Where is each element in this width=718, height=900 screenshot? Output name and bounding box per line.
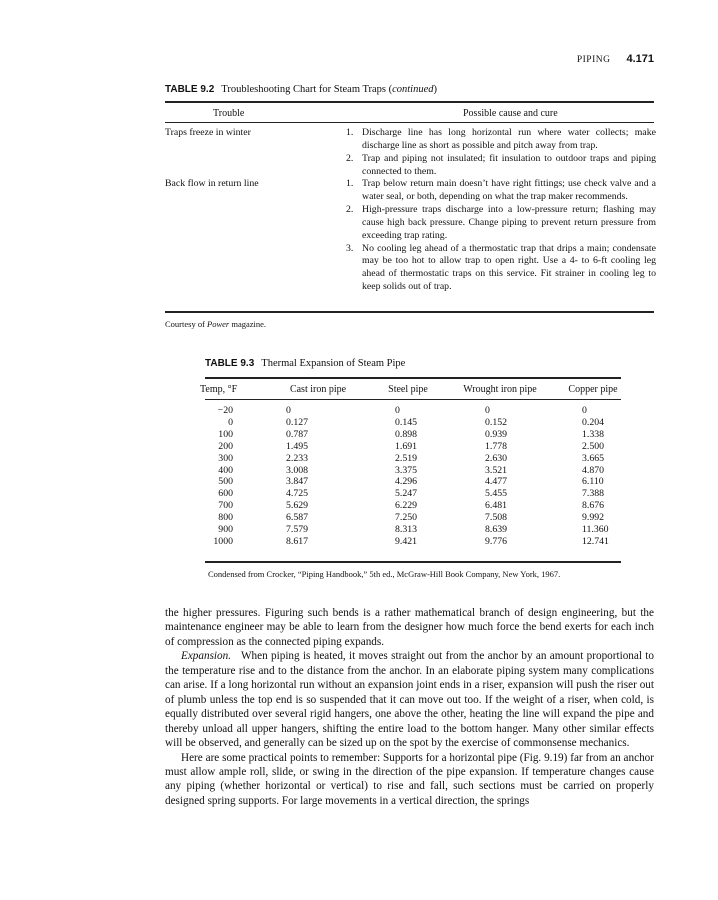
cause-number: 3. — [346, 242, 354, 254]
table-top-rule — [165, 101, 654, 103]
table-cell: 3.665 — [582, 452, 605, 464]
cause-text: No cooling leg ahead of a thermostatic trap that drips a main; condensate may be too hot to allow trap to open right. Use a 4- to 6-ft cooling leg ahead of thermostatic traps on this service. Fit strainer in cooling leg to keep solids out of trap. — [362, 242, 656, 293]
table-cell: 2.519 — [395, 452, 418, 464]
col-header-cast-iron: Cast iron pipe — [289, 384, 347, 395]
table-cell: 5.629 — [286, 500, 309, 512]
cause-number: 1. — [346, 178, 354, 189]
cause-cell — [346, 127, 656, 179]
col-header-temp: Temp, °F — [200, 384, 238, 395]
table-cell: 5.247 — [395, 488, 418, 500]
table-cell: 8.617 — [286, 535, 309, 547]
table-cell: 3.008 — [286, 464, 309, 476]
col-header-cause: Possible cause and cure — [463, 108, 558, 119]
cause-item — [346, 153, 656, 179]
paragraph-text: When piping is heated, it moves straight out from the anchor by an amount proportional to the temperature rise and to the distance from the anchor. In an elaborate piping system many complications can arise. If a long horizontal run without an expansion joint ends in a riser, expansion will push the riser out of plumb unless the top end is so suspended that it can move out too. If the weight of a riser, when cold, is equally distributed over several rigid hangers, one above the other, heating the line will expand the pipe and thereby unload all upper hangers, shifting the entire load to the bottom hanger. Many other similar effects will be observed, and generally can be sized up on the spot by the exercise of commonsense mechanics. — [165, 650, 654, 750]
paragraph: the higher pressures. Figuring such bends is a rather mathematical branch of design engineering, but the maintenance engineer may be able to learn from the designer how much force the bend exerts for each inch of compression as the connected piping expands. — [165, 607, 654, 648]
table-cell: 0 — [228, 416, 233, 428]
paragraph: Here are some practical points to remember: Supports for a horizontal pipe (Fig. 9.19) far from an anchor must allow ample roll, slide, or swing in the direction of the pipe expansion. If temperature changes cause any piping (whether horizontal or vertical) to rise and fall, such sections must be carried on properly designed spring supports. For large movements in a vertical direction, the springs — [165, 751, 654, 807]
table-cell: 6.587 — [286, 512, 309, 524]
wrought-iron-column — [485, 405, 507, 548]
header-rule — [165, 122, 654, 123]
section-title: PIPING — [576, 55, 611, 65]
table-label: TABLE 9.3 — [205, 358, 255, 369]
table-cell: 2.500 — [582, 440, 605, 452]
table-cell: 9.776 — [485, 535, 508, 547]
table-title: Thermal Expansion of Steam Pipe — [261, 358, 406, 369]
table-cell: 500 — [218, 476, 233, 488]
courtesy-prefix: Courtesy of — [165, 319, 208, 329]
table-9-2-source — [165, 319, 266, 329]
table-cell: 11.360 — [582, 524, 609, 536]
cause-text: High-pressure traps discharge into a low-pressure return; flashing may cause high back pressure. Change piping to prevent return pressure from exceeding trap rating. — [362, 203, 656, 241]
table-cell: 600 — [218, 488, 233, 500]
courtesy-suffix: magazine. — [229, 319, 267, 329]
table-cell: 1.691 — [395, 440, 418, 452]
steel-column — [395, 405, 417, 548]
running-header — [577, 53, 654, 65]
table-cell: 2.233 — [286, 452, 309, 464]
cause-item — [346, 178, 656, 204]
table-cell: 7.388 — [582, 488, 605, 500]
table-cell: 2.630 — [485, 452, 508, 464]
table-cell: 900 — [218, 524, 233, 536]
table-cell: 0 — [582, 405, 587, 416]
table-cell: 1.495 — [286, 440, 309, 452]
table-cell: 100 — [218, 428, 233, 440]
table-cell: 8.313 — [395, 524, 418, 536]
table-cell: 200 — [218, 440, 233, 452]
table-cell: 0.204 — [582, 416, 605, 428]
table-cell: 7.508 — [485, 512, 508, 524]
table-cell: 3.847 — [286, 476, 309, 488]
table-cell: 1.338 — [582, 428, 605, 440]
trouble-cell: Traps freeze in winter — [165, 127, 251, 138]
table-cell: 0.145 — [395, 416, 418, 428]
table-cell: 1000 — [213, 535, 233, 547]
trouble-cell: Back flow in return line — [165, 178, 259, 189]
table-cell: 6.110 — [582, 476, 604, 488]
cause-text: Trap and piping not insulated; fit insulation to outdoor traps and piping connected to them. — [362, 152, 656, 177]
page-number: 4.171 — [626, 53, 654, 65]
table-9-3-caption — [205, 358, 405, 369]
table-cell: 0 — [395, 405, 400, 416]
table-label: TABLE 9.2 — [165, 84, 215, 95]
table-title-end: ) — [433, 84, 438, 95]
table-title: Troubleshooting Chart for Steam Traps ( — [221, 84, 393, 95]
table-cell: 3.521 — [485, 464, 508, 476]
copper-column — [582, 405, 609, 548]
paragraph — [165, 649, 654, 750]
table-title-italic: continued — [392, 84, 434, 95]
col-header-steel: Steel pipe — [388, 384, 428, 395]
table-cell: 3.375 — [395, 464, 418, 476]
table-cell: 0 — [485, 405, 490, 416]
table-cell: 9.992 — [582, 512, 605, 524]
table-9-3-source: Condensed from Crocker, “Piping Handbook,” 5th ed., McGraw-Hill Book Company, New York, 1967. — [208, 569, 561, 579]
header-rule — [205, 399, 621, 400]
table-cell: 400 — [218, 464, 233, 476]
table-cell: 800 — [218, 512, 233, 524]
body-text — [165, 606, 654, 808]
table-cell: 1.778 — [485, 440, 508, 452]
table-cell: 300 — [218, 452, 233, 464]
table-cell: 6.481 — [485, 500, 508, 512]
table-cell: 700 — [218, 500, 233, 512]
table-cell: 5.455 — [485, 488, 508, 500]
table-cell: 0 — [286, 405, 291, 416]
table-cell: 7.579 — [286, 524, 309, 536]
table-cell: 4.296 — [395, 476, 418, 488]
table-cell: 7.250 — [395, 512, 418, 524]
cause-item — [346, 127, 656, 153]
table-cell: 8.639 — [485, 524, 508, 536]
cause-number: 2. — [346, 152, 354, 164]
cause-item — [346, 243, 656, 295]
table-cell: 9.421 — [395, 535, 418, 547]
cause-text: Trap below return main doesn’t have right fittings; use check valve and a water seal, or both, depending on what the trap maker recommends. — [362, 178, 656, 202]
cause-cell — [346, 178, 656, 294]
temp-column — [195, 405, 233, 548]
cause-number: 2. — [346, 203, 354, 215]
cast-iron-column — [286, 405, 308, 548]
table-cell: 0.787 — [286, 428, 309, 440]
cause-number: 1. — [346, 127, 354, 138]
table-cell: 0.152 — [485, 416, 508, 428]
table-cell: 12.741 — [582, 535, 609, 547]
table-cell: 6.229 — [395, 500, 418, 512]
col-header-wrought-iron: Wrought iron pipe — [463, 384, 537, 395]
table-cell: 8.676 — [582, 500, 605, 512]
courtesy-magazine: Power — [207, 319, 230, 329]
table-9-2-caption — [165, 84, 437, 95]
table-cell: 0.127 — [286, 416, 309, 428]
table-cell: 0.898 — [395, 428, 418, 440]
table-cell: 0.939 — [485, 428, 508, 440]
table-top-rule — [205, 377, 621, 379]
cause-item — [346, 204, 656, 243]
table-cell: 4.870 — [582, 464, 605, 476]
table-cell: −20 — [217, 405, 233, 416]
table-bottom-rule — [165, 311, 654, 313]
col-header-trouble: Trouble — [213, 108, 245, 119]
table-cell: 4.725 — [286, 488, 309, 500]
col-header-copper: Copper pipe — [568, 384, 618, 395]
cause-text: Discharge line has long horizontal run where water collects; make discharge line as short as possible and pitch away from trap. — [362, 127, 656, 151]
run-in-heading: Expansion. — [181, 650, 232, 663]
table-bottom-rule — [205, 561, 621, 563]
table-cell: 4.477 — [485, 476, 508, 488]
